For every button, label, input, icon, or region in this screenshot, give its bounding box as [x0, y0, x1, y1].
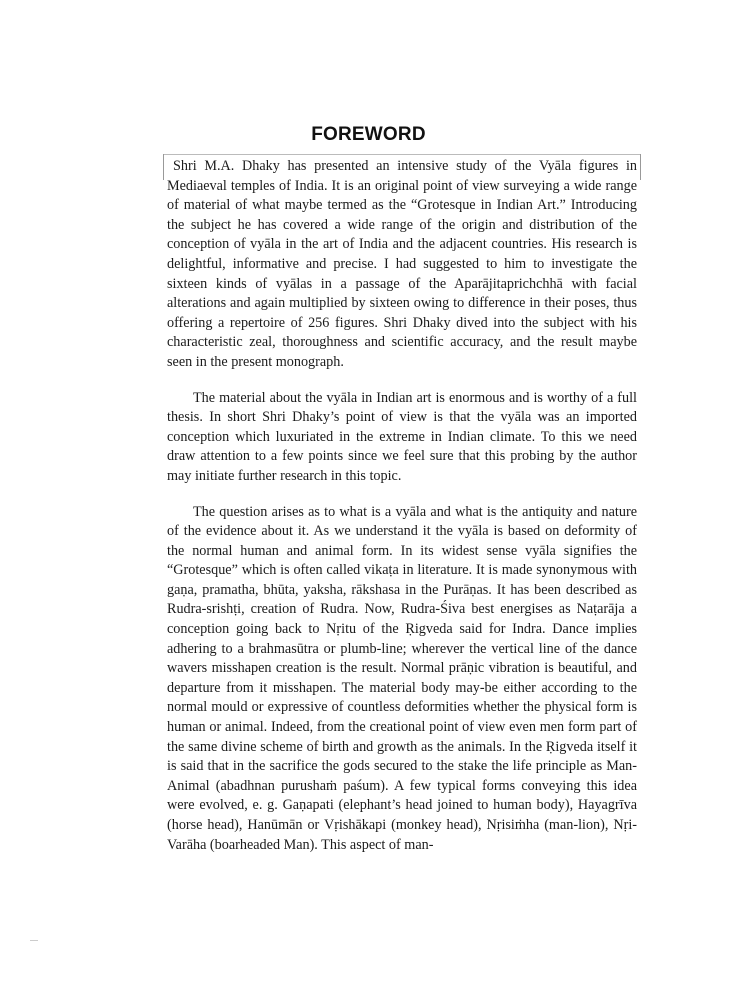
page-title: FOREWORD	[311, 124, 426, 145]
paragraph-2: The material about the vyāla in Indian art is enormous and is worthy of a full thesis. In short Shri Dhaky’s point of view is that the vyāla was an imported conception which luxuriated in the extreme in Indian climate. To this we need draw attention to a few points since we feel sure that this probing by the author may initiate further research in this topic.	[167, 389, 637, 484]
scan-crease-top	[163, 154, 641, 155]
foreword-body	[167, 157, 637, 855]
scan-crease-left	[163, 154, 164, 180]
paragraph-3: The question arises as to what is a vyāla and what is the antiquity and nature of the evidence about it. As we understand it the vyāla is based on deformity of the normal human and animal form. In its widest sense vyāla signifies the “Grotesque” which is often called vikaṭa in literature. It is made synonymous with gaṇa, pramatha, bhūta, yaksha, rākshasa in the Purāṇas. It has been described as Rudra-srishṭi, creation of Rudra. Now, Rudra-Śiva best energises as Naṭarāja a conception going back to Nṛitu of the Ṛigveda said for Indra. Dance implies adhering to a brahmasūtra or plumb-line; wherever the vertical line of the dance wavers misshapen creation is the result. Normal prāṇic vibration is beautiful, and departure from it misshapen. The material body may-be either according to the normal mould or expressive of countless deformities whether the physical form is human or animal. Indeed, from the creational point of view even men form part of the same divine scheme of birth and growth as the animals. In the Ṛigveda itself it is said that in the sacrifice the gods secured to the stake the life principle as Man-Animal (abadhnan purushaṁ paśum). A few typical forms conveying this idea were evolved, e. g. Gaṇapati (elephant’s head joined to human body), Hayagrīva (horse head), Hanūmān or Vṛishākapi (monkey head), Nṛisiṁha (man-lion), Nṛi-Varāha (boarheaded Man). This aspect of man-	[167, 503, 637, 853]
scan-smudge	[30, 940, 38, 941]
paragraph-1: Shri M.A. Dhaky has presented an intensive study of the Vyāla figures in Mediaeval temples of India. It is an original point of view surveying a wide range of material of what maybe termed as the “Grotesque in Indian Art.” Introducing the subject he has covered a wide range of the origin and distribution of the conception of vyāla in the art of India and the adjacent countries. His research is delightful, informative and precise. I had suggested to him to investigate the sixteen kinds of vyālas in a passage of the Aparājitaprichchhā with facial alterations and again multiplied by sixteen owing to difference in their poses, thus offering a repertoire of 256 figures. Shri Dhaky dived into the subject with his characteristic zeal, thoroughness and scientific accuracy, and the result maybe seen in the present monograph.	[167, 158, 637, 370]
scan-crease-right	[640, 154, 641, 180]
